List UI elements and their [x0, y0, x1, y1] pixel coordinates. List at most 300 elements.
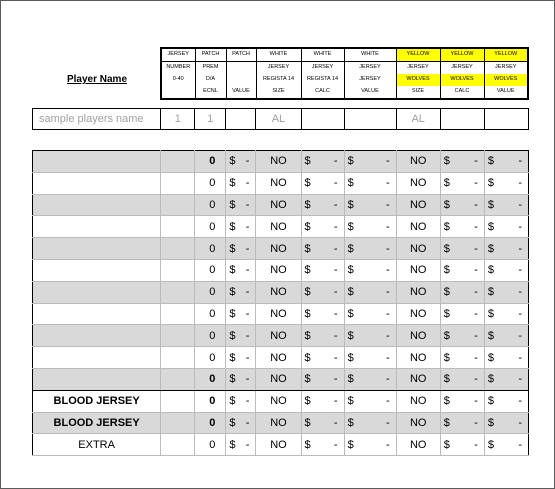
white-value-cell-text: $ [347, 416, 354, 429]
patch-qty-cell[interactable] [195, 325, 226, 347]
yellow-calc-cell[interactable] [440, 172, 484, 194]
row-label[interactable] [33, 434, 161, 456]
white-size-cell[interactable] [256, 194, 301, 216]
zero-dash: - [245, 155, 250, 168]
patch-value-cell[interactable] [226, 151, 256, 173]
white-value-cell[interactable] [344, 325, 396, 347]
zero-dash: - [386, 329, 390, 342]
patch-value-cell-text: $ [229, 220, 236, 233]
patch-qty-cell-text: 0 [209, 373, 216, 386]
zero-dash: - [386, 198, 390, 211]
white-calc-cell[interactable] [301, 412, 344, 434]
zero-dash: - [333, 155, 338, 168]
zero-dash: - [386, 286, 390, 299]
white-calc-cell[interactable] [301, 434, 344, 456]
white-calc-cell-text: $ [304, 329, 311, 342]
header-cell: VALUE [484, 86, 528, 99]
patch-value-cell-text: $ [229, 242, 236, 255]
row-label[interactable] [33, 151, 161, 173]
table-row [33, 172, 529, 194]
yellow-calc-cell[interactable] [440, 151, 484, 173]
sample-cell[interactable] [484, 109, 528, 130]
zero-dash: - [333, 242, 338, 255]
header-cell: JERSEY [396, 62, 440, 75]
yellow-value-cell-text: $ [487, 329, 494, 342]
row-label[interactable] [33, 172, 161, 194]
header-cell: 0-40 [172, 76, 184, 83]
header-cell: VALUE [344, 86, 396, 99]
yellow-size-cell[interactable] [396, 194, 440, 216]
header-cell: WHITE [344, 48, 396, 62]
row-label[interactable] [33, 259, 161, 281]
yellow-value-cell[interactable] [484, 172, 528, 194]
zero-dash: - [333, 198, 338, 211]
yellow-calc-cell-text: $ [443, 373, 450, 386]
jersey-number-cell[interactable] [161, 303, 195, 325]
header-cell: VALUE [226, 86, 256, 99]
white-size-cell-text: NO [270, 373, 287, 386]
header-row-4 [161, 86, 528, 99]
white-value-cell-text: $ [347, 395, 354, 408]
patch-qty-cell[interactable] [195, 390, 226, 412]
sample-cell[interactable] [301, 109, 344, 130]
yellow-value-cell[interactable] [484, 259, 528, 281]
patch-value-cell[interactable] [226, 259, 256, 281]
white-value-cell[interactable] [344, 194, 396, 216]
yellow-value-cell[interactable] [484, 151, 528, 173]
white-calc-cell[interactable] [301, 325, 344, 347]
patch-value-cell[interactable] [226, 412, 256, 434]
white-size-cell-text: NO [270, 198, 287, 211]
white-value-cell[interactable] [344, 347, 396, 369]
white-calc-cell[interactable] [301, 216, 344, 238]
row-label[interactable] [33, 325, 161, 347]
white-size-cell[interactable] [256, 259, 301, 281]
header-cell: JERSEY [344, 74, 396, 86]
row-label[interactable] [33, 390, 161, 412]
white-value-cell[interactable] [344, 151, 396, 173]
patch-value-cell[interactable] [226, 303, 256, 325]
sample-cell[interactable]: AL [396, 109, 440, 130]
header-cell: JERSEY [484, 62, 528, 75]
patch-value-cell-text: $ [229, 438, 236, 451]
yellow-value-cell-text: $ [487, 242, 494, 255]
zero-dash: - [518, 395, 522, 408]
white-calc-cell[interactable] [301, 368, 344, 390]
yellow-calc-cell-text: $ [443, 177, 450, 190]
jersey-number-cell[interactable] [161, 412, 195, 434]
white-calc-cell-text: $ [304, 220, 311, 233]
white-calc-cell-text: $ [304, 438, 311, 451]
patch-value-cell[interactable] [226, 368, 256, 390]
zero-dash: - [518, 177, 522, 190]
white-calc-cell[interactable] [301, 259, 344, 281]
patch-value-cell-text: $ [229, 351, 236, 364]
sample-row-table [32, 108, 529, 130]
zero-dash: - [386, 264, 390, 277]
yellow-calc-cell[interactable] [440, 368, 484, 390]
white-size-cell[interactable] [256, 281, 301, 303]
yellow-size-cell[interactable] [396, 259, 440, 281]
yellow-value-cell[interactable] [484, 303, 528, 325]
row-label[interactable] [33, 368, 161, 390]
row-label[interactable] [33, 303, 161, 325]
white-value-cell-text: $ [347, 198, 354, 211]
white-size-cell-text: NO [270, 416, 287, 429]
yellow-value-cell[interactable] [484, 325, 528, 347]
header-row-3 [161, 74, 528, 86]
yellow-calc-cell-text: $ [443, 416, 450, 429]
jersey-number-cell[interactable] [161, 151, 195, 173]
white-value-cell-text: $ [347, 220, 354, 233]
patch-qty-cell-text: 0 [209, 177, 216, 190]
zero-dash: - [386, 351, 390, 364]
yellow-value-cell-text: $ [487, 351, 494, 364]
row-label[interactable] [33, 347, 161, 369]
white-calc-cell-text: $ [304, 177, 311, 190]
yellow-size-cell-text: NO [409, 395, 427, 408]
white-calc-cell-text: $ [304, 198, 311, 211]
sample-player-name[interactable]: sample players name [39, 113, 144, 125]
white-size-cell[interactable] [256, 390, 301, 412]
white-calc-cell[interactable] [301, 281, 344, 303]
row-label-text: BLOOD JERSEY [53, 416, 140, 429]
patch-qty-cell-text: 0 [209, 395, 216, 408]
table-row [33, 347, 529, 369]
header-cell: SIZE [256, 86, 301, 99]
zero-dash: - [245, 351, 250, 364]
jersey-number-cell[interactable] [161, 390, 195, 412]
table-row [33, 303, 529, 325]
patch-qty-cell[interactable] [195, 172, 226, 194]
white-value-cell[interactable] [344, 216, 396, 238]
white-calc-cell-text: $ [304, 264, 311, 277]
white-calc-cell[interactable] [301, 172, 344, 194]
white-calc-cell-text: $ [304, 395, 311, 408]
yellow-calc-cell-text: $ [443, 307, 450, 320]
header-cell [226, 62, 256, 75]
yellow-size-cell-text: NO [409, 351, 427, 364]
zero-dash: - [474, 307, 478, 320]
table-row [33, 238, 529, 260]
yellow-calc-cell[interactable] [440, 434, 484, 456]
yellow-calc-cell[interactable] [440, 412, 484, 434]
white-value-cell[interactable] [344, 368, 396, 390]
zero-dash: - [245, 329, 250, 342]
patch-value-cell[interactable] [226, 325, 256, 347]
zero-dash: - [474, 329, 478, 342]
zero-dash: - [518, 198, 522, 211]
yellow-size-cell[interactable] [396, 238, 440, 260]
patch-value-cell[interactable] [226, 194, 256, 216]
table-row [33, 151, 529, 173]
header-cell: CALC [301, 86, 344, 99]
yellow-calc-cell[interactable] [440, 347, 484, 369]
white-value-cell[interactable] [344, 259, 396, 281]
yellow-calc-cell[interactable] [440, 281, 484, 303]
yellow-value-cell-text: $ [487, 307, 494, 320]
white-calc-cell[interactable] [301, 347, 344, 369]
header-cell: JERSEY [440, 62, 484, 75]
yellow-size-cell[interactable] [396, 281, 440, 303]
patch-qty-cell-text: 0 [209, 351, 216, 364]
patch-qty-cell[interactable] [195, 434, 226, 456]
row-label[interactable] [33, 412, 161, 434]
yellow-size-cell-text: NO [409, 177, 427, 190]
white-value-cell-text: $ [347, 307, 354, 320]
yellow-calc-cell-text: $ [443, 242, 450, 255]
zero-dash: - [474, 351, 478, 364]
zero-dash: - [245, 198, 250, 211]
yellow-size-cell-text: NO [409, 242, 427, 255]
patch-qty-cell[interactable] [195, 281, 226, 303]
yellow-size-cell-text: NO [409, 155, 427, 168]
yellow-size-cell[interactable] [396, 347, 440, 369]
white-size-cell[interactable] [256, 347, 301, 369]
patch-value-cell-text: $ [229, 177, 236, 190]
white-size-cell[interactable] [256, 368, 301, 390]
patch-qty-cell[interactable] [195, 412, 226, 434]
zero-dash: - [333, 438, 338, 451]
jersey-number-cell[interactable] [161, 368, 195, 390]
zero-dash: - [518, 242, 522, 255]
yellow-calc-cell[interactable] [440, 238, 484, 260]
yellow-size-cell[interactable] [396, 434, 440, 456]
yellow-size-cell[interactable] [396, 303, 440, 325]
white-size-cell[interactable] [256, 303, 301, 325]
patch-value-cell-text: $ [229, 416, 236, 429]
patch-value-cell-text: $ [229, 286, 236, 299]
patch-qty-cell[interactable] [195, 259, 226, 281]
patch-qty-cell[interactable] [195, 151, 226, 173]
white-calc-cell-text: $ [304, 242, 311, 255]
white-size-cell-text: NO [270, 329, 287, 342]
yellow-size-cell-text: NO [409, 286, 427, 299]
zero-dash: - [474, 220, 478, 233]
white-calc-cell-text: $ [304, 286, 311, 299]
white-calc-cell[interactable] [301, 390, 344, 412]
yellow-size-cell[interactable] [396, 172, 440, 194]
yellow-value-cell[interactable] [484, 216, 528, 238]
patch-value-cell[interactable] [226, 172, 256, 194]
white-value-cell[interactable] [344, 390, 396, 412]
yellow-value-cell[interactable] [484, 390, 528, 412]
patch-qty-cell[interactable] [195, 194, 226, 216]
yellow-value-cell[interactable] [484, 368, 528, 390]
zero-dash: - [518, 220, 522, 233]
patch-qty-cell-text: 0 [209, 438, 216, 451]
patch-value-cell[interactable] [226, 347, 256, 369]
white-size-cell[interactable] [256, 412, 301, 434]
white-size-cell[interactable] [256, 325, 301, 347]
row-label[interactable] [33, 194, 161, 216]
row-label[interactable] [33, 238, 161, 260]
jersey-number-cell[interactable] [161, 325, 195, 347]
white-calc-cell-text: $ [304, 155, 311, 168]
white-calc-cell-text: $ [304, 351, 311, 364]
patch-value-cell[interactable] [226, 238, 256, 260]
zero-dash: - [245, 242, 250, 255]
white-size-cell[interactable] [256, 434, 301, 456]
white-size-cell[interactable] [256, 172, 301, 194]
jersey-number-cell[interactable] [161, 259, 195, 281]
zero-dash: - [518, 329, 522, 342]
row-label[interactable] [33, 216, 161, 238]
yellow-value-cell[interactable] [484, 434, 528, 456]
white-size-cell-text: NO [270, 286, 287, 299]
white-calc-cell[interactable] [301, 194, 344, 216]
jersey-number-cell[interactable] [161, 347, 195, 369]
white-calc-cell[interactable] [301, 238, 344, 260]
zero-dash: - [333, 416, 338, 429]
sample-cell[interactable] [344, 109, 396, 130]
patch-qty-cell-text: 0 [209, 155, 216, 168]
patch-value-cell[interactable] [226, 390, 256, 412]
header-row-1 [161, 48, 528, 62]
yellow-size-cell-text: NO [409, 416, 427, 429]
table-row [33, 412, 529, 434]
yellow-calc-cell-text: $ [443, 329, 450, 342]
row-label-text: BLOOD JERSEY [53, 395, 140, 408]
patch-value-cell-text: $ [229, 395, 236, 408]
white-calc-cell[interactable] [301, 303, 344, 325]
yellow-size-cell-text: NO [409, 264, 427, 277]
yellow-calc-cell-text: $ [443, 351, 450, 364]
white-value-cell-text: $ [347, 351, 354, 364]
yellow-size-cell-text: NO [409, 373, 427, 386]
yellow-size-cell[interactable] [396, 151, 440, 173]
yellow-calc-cell-text: $ [443, 198, 450, 211]
zero-dash: - [386, 416, 390, 429]
yellow-size-cell[interactable] [396, 368, 440, 390]
patch-value-cell[interactable] [226, 216, 256, 238]
patch-value-cell-text: $ [229, 307, 236, 320]
row-label-text: EXTRA [78, 438, 115, 451]
yellow-calc-cell[interactable] [440, 259, 484, 281]
yellow-calc-cell-text: $ [443, 438, 450, 451]
sample-cell[interactable] [440, 109, 484, 130]
jersey-number-cell[interactable] [161, 194, 195, 216]
yellow-value-cell[interactable] [484, 194, 528, 216]
white-value-cell[interactable] [344, 238, 396, 260]
yellow-value-cell[interactable] [484, 281, 528, 303]
patch-qty-cell[interactable] [195, 347, 226, 369]
patch-qty-cell-text: 0 [209, 286, 216, 299]
white-size-cell[interactable] [256, 238, 301, 260]
yellow-size-cell[interactable] [396, 390, 440, 412]
white-size-cell-text: NO [270, 220, 287, 233]
patch-value-cell-text: $ [229, 329, 236, 342]
yellow-calc-cell[interactable] [440, 216, 484, 238]
header-cell: JERSEY [301, 62, 344, 75]
header-cell: CALC [440, 86, 484, 99]
zero-dash: - [518, 264, 522, 277]
yellow-value-cell-text: $ [487, 286, 494, 299]
patch-qty-cell[interactable] [195, 238, 226, 260]
sample-row [33, 109, 529, 130]
yellow-value-cell[interactable] [484, 238, 528, 260]
header-cell: WOLVES [484, 74, 528, 86]
white-value-cell[interactable] [344, 281, 396, 303]
jersey-number-cell[interactable] [161, 216, 195, 238]
jersey-number-cell[interactable] [161, 281, 195, 303]
white-value-cell-text: $ [347, 177, 354, 190]
sample-cell[interactable]: 1 [195, 109, 226, 130]
zero-dash: - [245, 264, 250, 277]
jersey-number-cell[interactable] [161, 434, 195, 456]
patch-value-cell-text: $ [229, 155, 236, 168]
zero-dash: - [386, 373, 390, 386]
patch-qty-cell-text: 0 [209, 307, 216, 320]
yellow-size-cell-text: NO [409, 220, 427, 233]
row-label[interactable] [33, 281, 161, 303]
zero-dash: - [333, 286, 338, 299]
sample-cell[interactable]: AL [256, 109, 301, 130]
white-value-cell-text: $ [347, 242, 354, 255]
header-cell: JERSEY [344, 62, 396, 75]
table-row [33, 259, 529, 281]
yellow-calc-cell[interactable] [440, 303, 484, 325]
white-value-cell-text: $ [347, 438, 354, 451]
yellow-size-cell[interactable] [396, 412, 440, 434]
patch-qty-cell[interactable] [195, 303, 226, 325]
yellow-calc-cell[interactable] [440, 390, 484, 412]
white-size-cell[interactable] [256, 151, 301, 173]
zero-dash: - [245, 395, 250, 408]
zero-dash: - [386, 307, 390, 320]
jersey-number-cell[interactable] [161, 172, 195, 194]
yellow-value-cell[interactable] [484, 347, 528, 369]
white-value-cell[interactable] [344, 412, 396, 434]
yellow-value-cell-text: $ [487, 220, 494, 233]
patch-value-cell[interactable] [226, 434, 256, 456]
white-size-cell[interactable] [256, 216, 301, 238]
zero-dash: - [386, 395, 390, 408]
white-value-cell[interactable] [344, 303, 396, 325]
white-value-cell[interactable] [344, 434, 396, 456]
yellow-size-cell[interactable] [396, 325, 440, 347]
white-value-cell-text: $ [347, 264, 354, 277]
patch-value-cell-text: $ [229, 198, 236, 211]
patch-qty-cell[interactable] [195, 216, 226, 238]
sample-cell[interactable]: 1 [161, 109, 195, 130]
yellow-calc-cell-text: $ [443, 395, 450, 408]
column-header-table [160, 47, 529, 100]
table-row [33, 325, 529, 347]
yellow-size-cell[interactable] [396, 216, 440, 238]
header-cell: NUMBER [166, 64, 191, 71]
player-name-heading: Player Name [66, 74, 128, 85]
header-row-2 [161, 62, 528, 75]
yellow-value-cell[interactable] [484, 412, 528, 434]
zero-dash: - [518, 286, 522, 299]
white-size-cell-text: NO [270, 177, 287, 190]
patch-qty-cell-text: 0 [209, 416, 216, 429]
zero-dash: - [386, 242, 390, 255]
sample-cell[interactable] [226, 109, 256, 130]
header-cell: JERSEY [161, 48, 195, 62]
zero-dash: - [386, 155, 390, 168]
yellow-calc-cell[interactable] [440, 325, 484, 347]
white-value-cell-text: $ [347, 373, 354, 386]
white-value-cell[interactable] [344, 172, 396, 194]
jersey-number-cell[interactable] [161, 238, 195, 260]
patch-qty-cell[interactable] [195, 368, 226, 390]
white-calc-cell[interactable] [301, 151, 344, 173]
patch-value-cell[interactable] [226, 281, 256, 303]
yellow-calc-cell[interactable] [440, 194, 484, 216]
header-cell: WOLVES [440, 74, 484, 86]
